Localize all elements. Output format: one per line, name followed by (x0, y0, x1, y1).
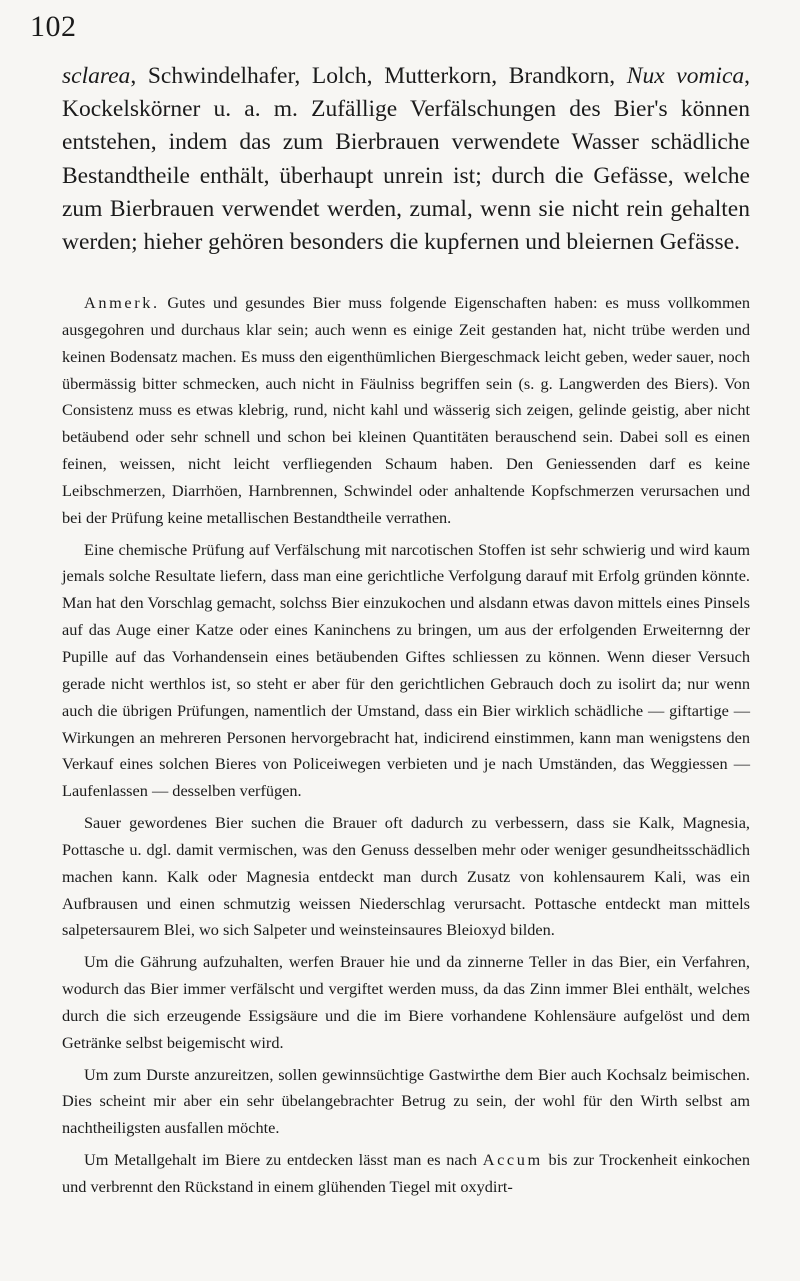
page-number: 102 (30, 10, 77, 43)
main-paragraph (62, 60, 750, 259)
paragraph: Um die Gährung aufzuhalten, werfen Brauer hie und da zinnerne Teller in das Bier, ein Verfahren, wodurch das Bier immer verfälscht und vergiftet werden muss, da das Zinn immer Blei enthält, welches durch die sich erzeugende Essigsäure und die im Biere vorhandene Kohlensäure aufgelöst und dem Getränke selbst beigemischt wird. (62, 952, 750, 1052)
italic-term: sclarea (62, 63, 131, 89)
author-name: Accum (482, 1150, 543, 1170)
note-label: Anmerk. (84, 293, 160, 312)
paragraph: Eine chemische Prüfung auf Verfälschung mit narcotischen Stoffen ist sehr schwierig und wird kaum jemals solche Resultate liefern, dass man eine gerichtliche Verfolgung darauf mit Erfolg gründen könnte. Man hat den Vorschlag gemacht, solchss Bier einzukochen und alsdann etwas davon mittels eines Pinsels auf das Auge einer Katze oder eines Kaninchens zu bringen, um aus der erfolgenden Erweiternng der Pupille auf das Vorhandensein eines betäubenden Giftes schliessen zu können. Wenn dieser Versuch gerade nicht werthlos ist, so steht er aber für den gerichtlichen Gebrauch doch zu isolirt da; nur wenn auch die übrigen Prüfungen, namentlich der Umstand, dass ein Bier wirklich schädliche — giftartige — Wirkungen an mehreren Personen hervorgebracht hat, indicirend einstimmen, kann man wenigstens den Verkauf eines solchen Bieres von Policeiwegen verbieten und je nach Umständen, das Weggiessen — Laufenlassen — desselben verfügen. (62, 539, 750, 801)
paragraph-last (62, 1147, 750, 1201)
text-run: , Kockelskörner u. a. m. Zufällige Verfälschungen des Bier's können entstehen, indem das zum Bierbrauen verwendete Wasser schädliche Bestandtheile enthält, überhaupt unrein ist; durch die Gefässe, welche zum Bierbrauen verwendet werden, zumal, wenn sie nicht rein gehalten werden; hieher gehören besonders die kupfernen und bleiernen Gefässe. (62, 63, 750, 256)
note-paragraph (62, 290, 750, 532)
main-paragraph-text (62, 60, 750, 259)
footnote-section (62, 290, 750, 1206)
paragraph: Sauer gewordenes Bier suchen die Brauer oft dadurch zu verbessern, dass sie Kalk, Magnesia, Pottasche u. dgl. damit vermischen, was den Genuss desselben mehr oder weniger gesundheitsschädlich machen kann. Kalk oder Magnesia entdeckt man durch Zusatz von kohlensaurem Kali, was ein Aufbrausen und einen schmutzig weissen Niederschlag verursacht. Pottasche entdeckt man mittels salpetersaurem Blei, wo sich Salpeter und weinsteinsaures Bleioxyd bilden. (62, 813, 750, 940)
note-text: Gutes und gesundes Bier muss folgende Eigenschaften haben: es muss vollkommen ausgegohren und durchaus klar sein; auch wenn es einige Zeit gestanden hat, nicht trübe werden und keinen Bodensatz machen. Es muss den eigenthümlichen Biergeschmack leicht geben, weder sauer, noch übermässig bitter schmecken, auch nicht in Fäulniss begriffen sein (s. g. Langwerden des Biers). Von Consistenz muss es etwas klebrig, rund, nicht kahl und wässerig sich zeigen, gelinde geistig, aber nicht betäubend oder sehr schnell und schon bei kleinen Quantitäten berauschend sein. Dabei soll es einen feinen, weissen, nicht leicht verfliegenden Schaum haben. Den Geniessenden darf es keine Leibschmerzen, Diarrhöen, Harnbrennen, Schwindel oder anhaltende Kopfschmerzen verursachen und bei der Prüfung keine metallischen Bestandtheile verrathen. (62, 293, 750, 527)
text-run: Um Metallgehalt im Biere zu entdecken lässt man es nach (84, 1150, 483, 1170)
text-run: , Schwindelhafer, Lolch, Mutterkorn, Brandkorn, (130, 63, 627, 89)
paragraph: Um zum Durste anzureitzen, sollen gewinnsüchtige Gastwirthe dem Bier auch Kochsalz beimischen. Dies scheint mir aber ein sehr übelangebrachter Betrug zu sein, der wohl für den Wirth selbst am nachtheiligsten ausfallen möchte. (62, 1064, 750, 1138)
italic-term: Nux vomica (626, 63, 745, 89)
text-run: bis zur Trockenheit einkochen und verbrennt den Rückstand in einem glühenden Tiegel mit oxydirt- (62, 1150, 751, 1196)
